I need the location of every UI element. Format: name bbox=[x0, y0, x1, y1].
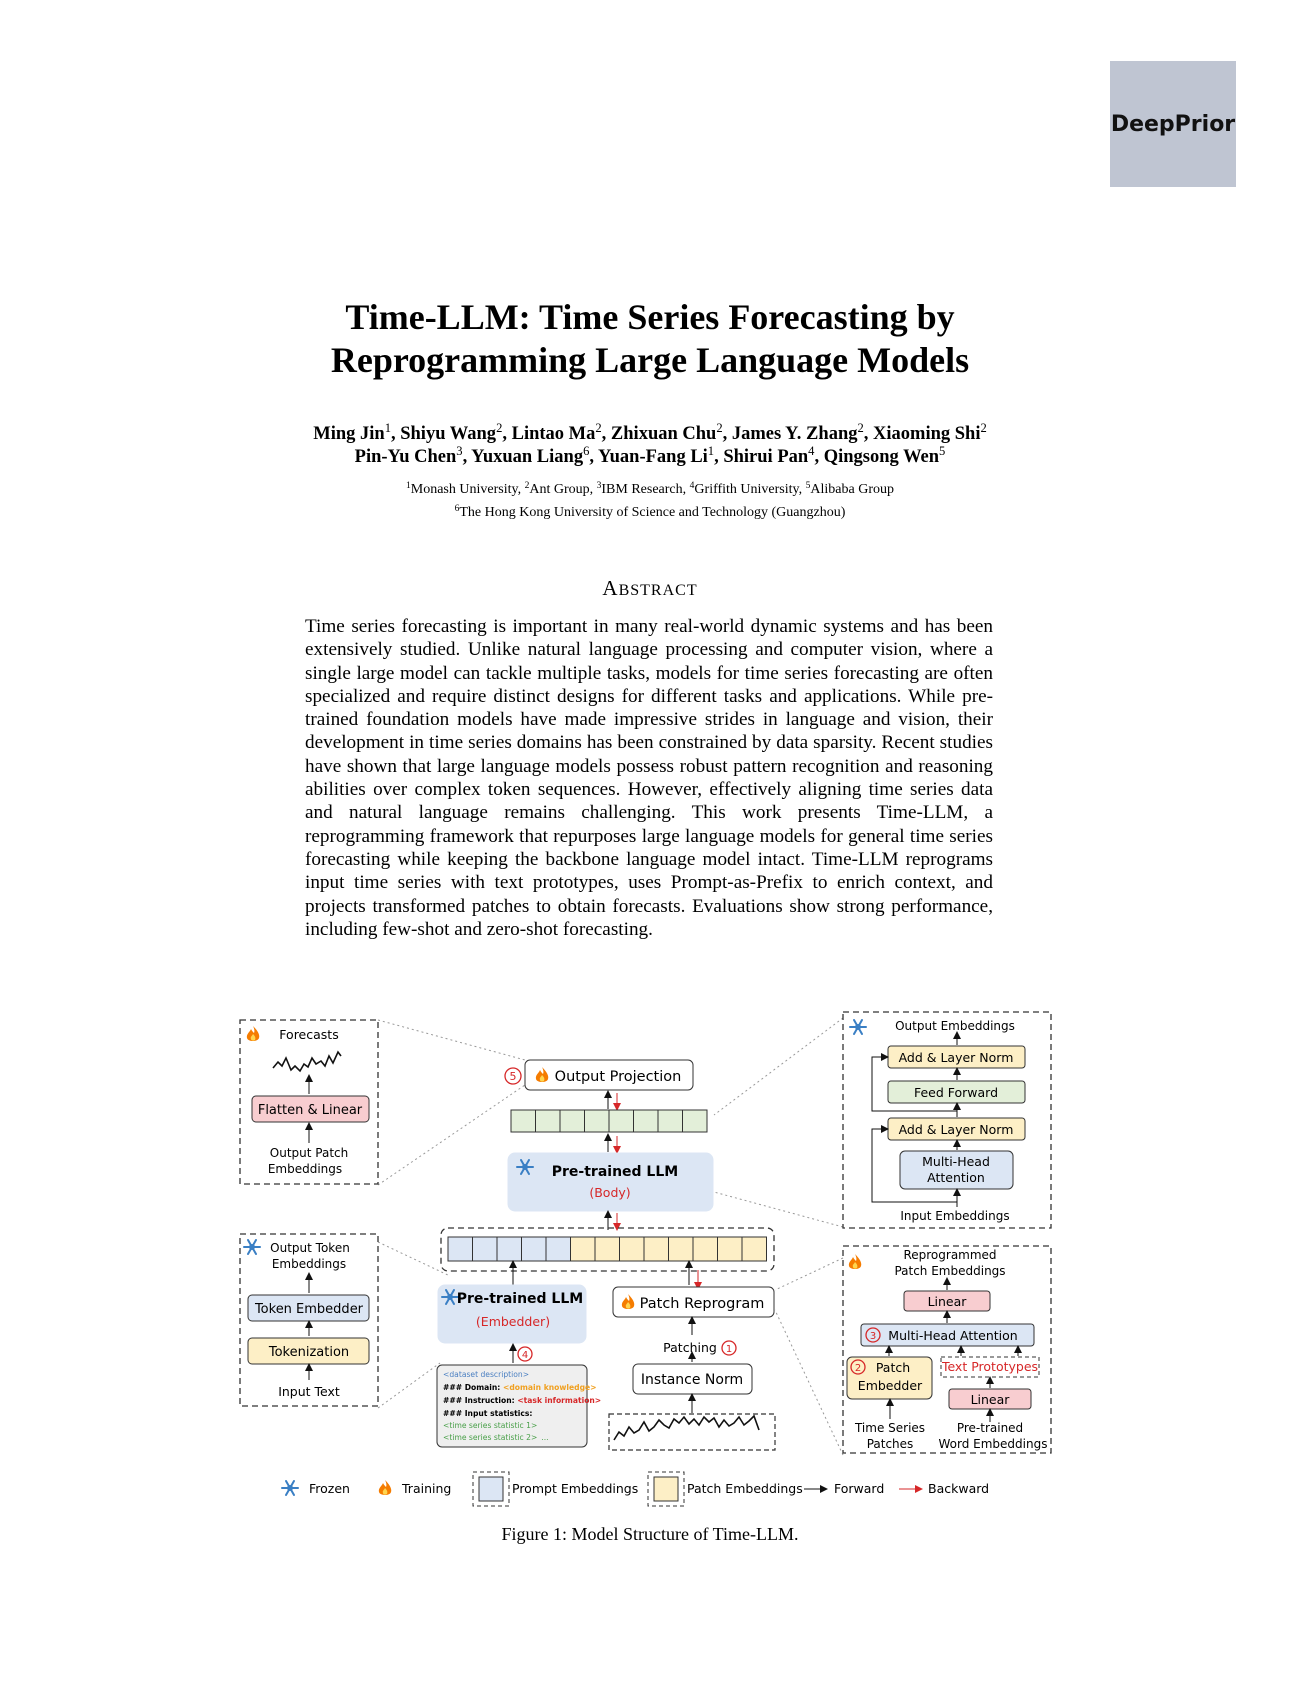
title-line-2: Reprogramming Large Language Models bbox=[330, 340, 970, 380]
author-affiliation-mark: 1 bbox=[384, 421, 391, 436]
author-name: Yuxuan Liang bbox=[471, 447, 584, 467]
embedding-cell bbox=[718, 1237, 743, 1261]
svg-text:Word Embeddings: Word Embeddings bbox=[938, 1437, 1048, 1451]
svg-text:Patches: Patches bbox=[866, 1437, 914, 1451]
svg-text:Attention: Attention bbox=[927, 1170, 985, 1185]
svg-text:Patch Embeddings: Patch Embeddings bbox=[687, 1481, 803, 1496]
author-affiliation-mark: 2 bbox=[716, 421, 723, 436]
svg-text:Patching: Patching bbox=[663, 1340, 717, 1355]
affiliation-name: Griffith University bbox=[694, 482, 799, 497]
legend-snowflake-icon bbox=[282, 1481, 298, 1495]
instance-norm-label: Instance Norm bbox=[640, 1372, 744, 1388]
token-embedder-label: Token Embedder bbox=[254, 1302, 364, 1317]
tokenization-label: Tokenization bbox=[268, 1345, 350, 1360]
llm-body-panel bbox=[843, 1012, 1051, 1228]
svg-text:3: 3 bbox=[869, 1331, 877, 1342]
affiliation-name: The Hong Kong University of Science and Technology (Guangzhou) bbox=[459, 505, 846, 520]
svg-text:Prompt Embeddings: Prompt Embeddings bbox=[512, 1481, 639, 1496]
output-patch-cells bbox=[511, 1110, 707, 1132]
svg-text:Output Patch: Output Patch bbox=[269, 1146, 349, 1160]
svg-text:Output Token: Output Token bbox=[270, 1241, 350, 1255]
flatten-linear-label: Flatten & Linear bbox=[257, 1103, 363, 1118]
authors-line-1: Ming Jin$^1$, Shiyu Wang$^2$, Lintao Ma$^2$, Zhixuan Chu$^2$, James Y. Zhang$^2$, Xiaoming Shi$^2$ bbox=[313, 421, 987, 444]
input-series bbox=[614, 1416, 759, 1440]
embedding-cell bbox=[742, 1237, 767, 1261]
author-name: Ming Jin bbox=[313, 424, 385, 444]
input-embedding-cells bbox=[448, 1237, 767, 1261]
svg-text:<time series statistic 1>: <time series statistic 1> bbox=[443, 1421, 538, 1430]
input-text-label: Input Text bbox=[278, 1384, 340, 1399]
llm-body-title: Pre-trained LLM bbox=[551, 1164, 679, 1180]
llm-embedder-title: Pre-trained LLM bbox=[456, 1291, 584, 1307]
figure-legend bbox=[282, 1472, 989, 1506]
author-name: James Y. Zhang bbox=[731, 424, 858, 444]
affiliation-name: Alibaba Group bbox=[810, 482, 894, 497]
svg-text:(Body): (Body) bbox=[589, 1185, 631, 1200]
svg-text:Patch Embeddings: Patch Embeddings bbox=[894, 1264, 1006, 1278]
svg-text:Embeddings: Embeddings bbox=[267, 1162, 343, 1176]
svg-text:Output Embeddings: Output Embeddings bbox=[895, 1019, 1015, 1033]
author-affiliation-mark: 2 bbox=[496, 421, 503, 436]
affiliation-number: 3 bbox=[596, 480, 602, 491]
output-projection-label: Output Projection bbox=[554, 1069, 682, 1085]
embedding-cell bbox=[669, 1237, 694, 1261]
svg-text:Patch: Patch bbox=[875, 1360, 911, 1375]
embedding-cell bbox=[595, 1237, 620, 1261]
svg-text:Embeddings: Embeddings bbox=[271, 1257, 347, 1271]
forecast-panel bbox=[240, 1020, 378, 1184]
svg-text:Multi-Head Attention: Multi-Head Attention bbox=[888, 1328, 1018, 1343]
title-line-1: Time-LLM: Time Series Forecasting by bbox=[345, 297, 955, 337]
embedding-cell bbox=[620, 1237, 645, 1261]
author-affiliation-mark: 6 bbox=[583, 444, 590, 459]
svg-text:Embedder: Embedder bbox=[857, 1378, 923, 1393]
author-name: Shirui Pan bbox=[723, 447, 809, 467]
author-affiliation-mark: 2 bbox=[857, 421, 864, 436]
author-name: Zhixuan Chu bbox=[610, 424, 717, 444]
svg-text:Training: Training bbox=[402, 1481, 452, 1496]
affiliation-name: Monash University bbox=[410, 482, 518, 497]
svg-text:<time series statistic 2>...: <time series statistic 2> ... bbox=[443, 1433, 549, 1442]
badge-label: DeepPrior bbox=[1110, 111, 1236, 137]
legend-flame-icon bbox=[379, 1480, 391, 1495]
author-name: Qingsong Wen bbox=[823, 447, 940, 467]
svg-text:Multi-Head: Multi-Head bbox=[922, 1154, 990, 1169]
svg-text:(Embedder): (Embedder) bbox=[475, 1314, 551, 1329]
svg-text:2: 2 bbox=[854, 1363, 862, 1374]
authors-line-2: Pin-Yu Chen$^3$, Yuxuan Liang$^6$, Yuan-Fang Li$^1$, Shirui Pan$^4$, Qingsong Wen$^5$ bbox=[354, 444, 946, 467]
svg-text:Frozen: Frozen bbox=[309, 1481, 350, 1496]
svg-text:Forward: Forward bbox=[834, 1481, 885, 1496]
svg-text:4: 4 bbox=[521, 1350, 529, 1361]
svg-text:Linear: Linear bbox=[927, 1294, 967, 1309]
forecast-series bbox=[273, 1052, 341, 1071]
svg-text:Feed Forward: Feed Forward bbox=[913, 1085, 999, 1100]
svg-text:Reprogrammed: Reprogrammed bbox=[903, 1248, 997, 1262]
abstract-text: Time series forecasting is important in many real-world dynamic systems and has been extensively studied. Unlike natural language processing and computer vision, where a single large model can tackle multiple tasks, models for time series forecasting are often specialized and require distinct designs for different tasks and applications. While pre-trained foundation models have made impressive strides in language and vision, their development in time series domains has been constrained by data sparsity. Recent studies have shown that large language models possess robust pattern recognition and reasoning abilities over complex token sequences. However, effectively aligning time series data and natural language remains challenging. This work presents Time-LLM, a reprogramming framework that repurposes large language models for general time series forecasting while keeping the backbone language model intact. Time-LLM reprograms input time series with text prototypes, uses Prompt-as-Prefix to enrich context, and projects transformed patches to obtain forecasts. Evaluations show strong performance, including few-shot and zero-shot forecasting. bbox=[305, 616, 993, 940]
token-panel bbox=[240, 1234, 378, 1406]
reprogram-panel bbox=[843, 1246, 1051, 1453]
affiliation-number: 1 bbox=[406, 480, 411, 491]
forecasts-label: Forecasts bbox=[279, 1027, 339, 1042]
author-affiliation-mark: 5 bbox=[939, 444, 946, 459]
embedding-cell bbox=[497, 1237, 522, 1261]
svg-text:Pre-trained: Pre-trained bbox=[956, 1421, 1024, 1435]
svg-text:Add & Layer Norm: Add & Layer Norm bbox=[898, 1122, 1014, 1137]
author-affiliation-mark: 4 bbox=[808, 444, 815, 459]
patch-reprogram-label: Patch Reprogram bbox=[639, 1296, 765, 1312]
flame-icon bbox=[247, 1026, 259, 1041]
svg-text:1: 1 bbox=[725, 1344, 733, 1355]
center-column bbox=[437, 1060, 775, 1450]
svg-text:<dataset description>: <dataset description> bbox=[443, 1370, 530, 1379]
svg-text:Add & Layer Norm: Add & Layer Norm bbox=[898, 1050, 1014, 1065]
svg-text:Time Series: Time Series bbox=[854, 1421, 926, 1435]
author-name: Shiyu Wang bbox=[400, 424, 497, 444]
svg-text:Text Prototypes: Text Prototypes bbox=[941, 1359, 1039, 1374]
svg-text:5: 5 bbox=[509, 1070, 517, 1083]
affiliation-number: 4 bbox=[689, 480, 695, 491]
svg-text:Input Embeddings: Input Embeddings bbox=[900, 1209, 1010, 1223]
author-name: Pin-Yu Chen bbox=[354, 447, 457, 467]
embedding-cell bbox=[560, 1110, 585, 1132]
embedding-cell bbox=[693, 1237, 718, 1261]
embedding-cell bbox=[585, 1110, 610, 1132]
embedding-cell bbox=[546, 1237, 571, 1261]
embedding-cell bbox=[644, 1237, 669, 1261]
affiliation-number: 6 bbox=[454, 503, 460, 514]
svg-text:Linear: Linear bbox=[970, 1392, 1010, 1407]
svg-text:Backward: Backward bbox=[928, 1481, 990, 1496]
svg-text:### Input statistics:: ### Input statistics: bbox=[443, 1409, 533, 1418]
affiliations-line-1: $^1$Monash University, $^2$Ant Group, $^3$IBM Research, $^4$Griffith University, $^5$Alibaba Group bbox=[406, 480, 894, 497]
abstract-heading: ABSTRACT bbox=[602, 576, 698, 600]
embedding-cell bbox=[511, 1110, 536, 1132]
figure-caption: Figure 1: Model Structure of Time-LLM. bbox=[501, 1524, 799, 1544]
author-affiliation-mark: 1 bbox=[707, 444, 715, 459]
author-affiliation-mark: 3 bbox=[456, 444, 463, 459]
affiliation-name: IBM Research bbox=[601, 482, 683, 497]
embedding-cell bbox=[571, 1237, 596, 1261]
embedding-cell bbox=[448, 1237, 473, 1261]
author-name: Lintao Ma bbox=[511, 424, 596, 444]
author-name: Yuan-Fang Li bbox=[597, 447, 708, 467]
embedding-cell bbox=[683, 1110, 708, 1132]
author-affiliation-mark: 2 bbox=[595, 421, 602, 436]
affiliation-number: 2 bbox=[524, 480, 530, 491]
affiliation-name: Ant Group bbox=[529, 482, 590, 497]
embedding-cell bbox=[536, 1110, 561, 1132]
embedding-cell bbox=[634, 1110, 659, 1132]
embedding-cell bbox=[658, 1110, 683, 1132]
embedding-cell bbox=[473, 1237, 498, 1261]
author-affiliation-mark: 2 bbox=[980, 421, 987, 436]
embedding-cell bbox=[609, 1110, 634, 1132]
affiliation-number: 5 bbox=[805, 480, 811, 491]
snowflake-icon bbox=[244, 1240, 260, 1254]
svg-text:### Instruction: <task informa: ### Instruction: <task information> bbox=[443, 1396, 602, 1405]
embedding-cell bbox=[522, 1237, 547, 1261]
svg-text:### Domain: <domain knowledge>: ### Domain: <domain knowledge> bbox=[443, 1383, 597, 1392]
author-name: Xiaoming Shi bbox=[873, 424, 981, 444]
